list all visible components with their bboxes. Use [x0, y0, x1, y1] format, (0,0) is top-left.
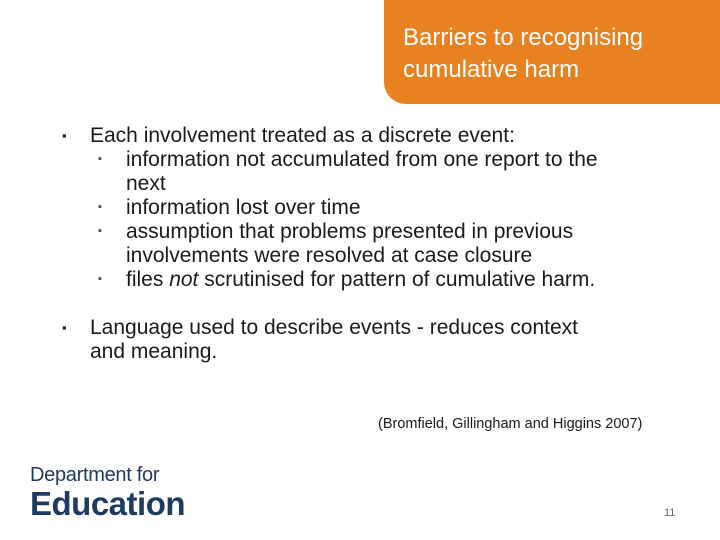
sub-bullet-line: information lost over time: [126, 196, 361, 219]
bullet-line: Language used to describe events - reduces context: [90, 316, 578, 339]
sub-bullet-item: [62, 148, 682, 196]
citation: (Bromfield, Gillingham and Higgins 2007): [378, 416, 643, 432]
sub-bullet-emphasis: not: [169, 268, 199, 291]
logo-line2: Education: [30, 485, 186, 522]
title-banner: [384, 0, 720, 104]
bullet-text: Each involvement treated as a discrete event:: [90, 124, 515, 147]
bullet-item: [62, 124, 682, 148]
sub-bullet-line: next: [126, 172, 166, 195]
sub-bullet-item: [62, 268, 682, 292]
slide-title-line2: cumulative harm: [403, 56, 580, 83]
bullet-square-icon: ▪: [62, 128, 67, 143]
slide-body: [62, 124, 682, 364]
bullet-square-icon: ▪: [98, 153, 102, 165]
sub-bullet-line: assumption that problems presented in previous: [126, 220, 574, 243]
bullet-square-icon: ▪: [62, 320, 67, 335]
department-for-education-logo: [30, 464, 185, 522]
sub-bullet-item: [62, 220, 682, 268]
sub-bullet-prefix: files: [126, 268, 170, 291]
bullet-line: and meaning.: [90, 340, 218, 363]
logo-line1: Department for: [30, 464, 160, 486]
sub-bullet-line: involvements were resolved at case closure: [126, 244, 533, 267]
slide-title-line1: Barriers to recognising: [403, 24, 644, 51]
sub-bullet-item: [62, 196, 682, 220]
sub-bullet-line: information not accumulated from one report to the: [126, 148, 598, 171]
bullet-square-icon: ▪: [98, 273, 102, 285]
page-number: 11: [664, 507, 676, 519]
bullet-item: [62, 316, 682, 364]
sub-bullet-suffix: scrutinised for pattern of cumulative harm.: [198, 268, 596, 291]
bullet-square-icon: ▪: [98, 201, 102, 213]
bullet-square-icon: ▪: [98, 225, 102, 237]
